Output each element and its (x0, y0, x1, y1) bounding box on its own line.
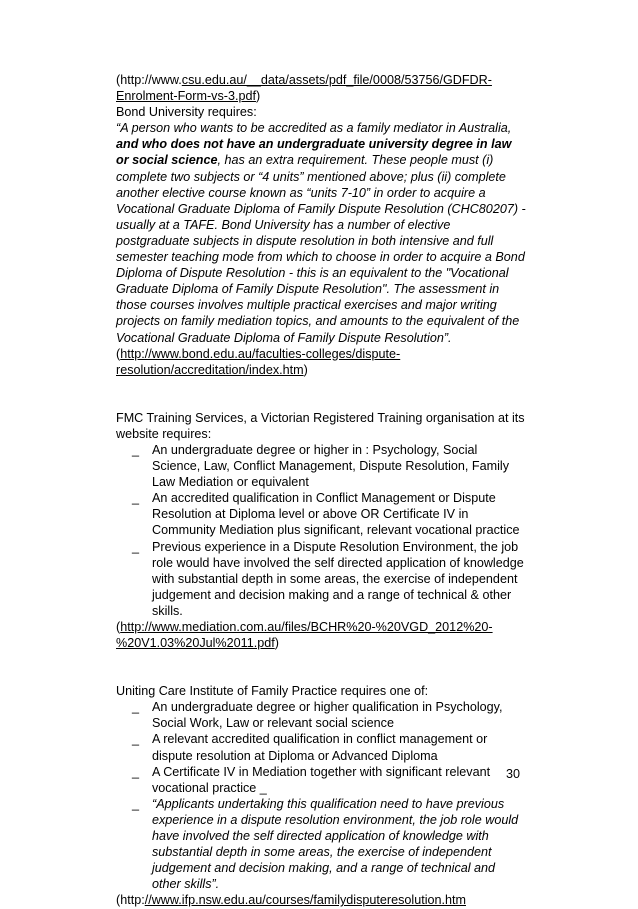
csu-url-open: ( (116, 73, 121, 87)
csu-url-close: ) (255, 89, 261, 104)
bullet-marker: _ (132, 732, 140, 747)
bond-requires-heading: Bond University requires: (116, 105, 257, 120)
bond-link-paragraph (116, 346, 526, 378)
csu-url-link[interactable]: csu.edu.au/__data/assets/pdf_file/0008/53756/GDFDR-Enrolment-Form-vs-3.pdf (116, 73, 492, 104)
bullet-marker: _ (132, 764, 140, 779)
bullet-marker: _ (132, 442, 140, 457)
uniting-link-paragraph (116, 892, 526, 908)
uniting-link-plain: (http: (116, 893, 145, 908)
list-item (116, 796, 526, 893)
bond-quote (116, 120, 526, 345)
uniting-link[interactable]: //www.ifp.nsw.edu.au/courses/familydisputeresolution.htm (144, 893, 466, 908)
list-item (116, 731, 526, 763)
page-number: 30 (506, 767, 521, 781)
list-item (116, 539, 526, 619)
uniting-intro: Uniting Care Institute of Family Practice requires one of: (116, 684, 429, 699)
list-item-quote: “Applicants undertaking this qualification need to have previous experience in a dispute resolution environment, the job role would have involved the self directed application of knowledge with substantial depth in some areas, the exercise of independent judgement and decision making, and a range of technical and other skills”. (152, 796, 519, 892)
fmc-intro: FMC Training Services, a Victorian Registered Training organisation at its website requires: (116, 410, 525, 441)
list-item-text: A relevant accredited qualification in conflict management or dispute resolution at Diploma or Advanced Diploma (152, 732, 488, 763)
bullet-marker: _ (132, 700, 140, 715)
page-content (116, 72, 526, 909)
list-item-text: An accredited qualification in Conflict Management or Dispute Resolution at Diploma level or above OR Certificate IV in Community Mediation plus significant, relevant vocational practice (152, 491, 520, 538)
bond-quote-bold: and who does not have an undergraduate university degree in law or social science (116, 137, 512, 168)
fmc-requirements-list (116, 442, 526, 619)
bullet-marker: _ (132, 796, 140, 811)
bullet-marker: _ (132, 539, 140, 554)
fmc-link-open: ( (116, 620, 121, 634)
list-item (116, 764, 526, 796)
csu-url-paragraph (116, 72, 526, 104)
list-item-text: A Certificate IV in Mediation together with significant relevant vocational practice _ (152, 764, 491, 795)
uniting-requirements-list (116, 699, 526, 892)
bond-quote-start: “A person who wants to be accredited as a family mediator in Australia, (116, 121, 512, 136)
bond-link-close: ) (303, 362, 308, 377)
fmc-link-paragraph (116, 619, 526, 651)
list-item-text: An undergraduate degree or higher in : Psychology, Social Science, Law, Conflict Management, Dispute Resolution, Family Law Mediation or equivalent (152, 442, 509, 490)
fmc-link-close: ) (274, 636, 279, 651)
list-item-text: An undergraduate degree or higher qualification in Psychology, Social Work, Law or relevant social science (152, 700, 503, 731)
bond-link[interactable]: http://www.bond.edu.au/faculties-colleges/dispute-resolution/accreditation/index.htm (116, 346, 401, 377)
bullet-marker: _ (132, 491, 140, 506)
list-item-text: Previous experience in a Dispute Resolution Environment, the job role would have involved the self directed application of knowledge with substantial depth in some areas, the exercise of independent judgement and decision making and a range of technical & other skills. (152, 539, 524, 618)
section-gap (116, 651, 526, 683)
section-gap (116, 378, 526, 410)
list-item (116, 442, 526, 490)
bond-quote-rest: , has an extra requirement. These people must (i) complete two subjects or “4 units” mentioned above; plus (ii) complete another elective course known as “units 7-10” in order to acquire a Vocational Graduate Diploma of Family Dispute Resolution (CHC80207) - usually at a TAFE. Bond University has a number of elective postgraduate subjects in dispute resolution in both intensive and full semester teaching mode from which to choose in order to acquire a Bond Diploma of Dispute Resolution - this is an equivalent to the "Vocational Graduate Diploma of Family Dispute Resolution". The assessment in those courses involves multiple practical exercises and major writing projects on family mediation topics, and amounts to the equivalent of the Vocational Graduate Diploma of Family Dispute Resolution”. (116, 153, 526, 345)
fmc-link[interactable]: http://www.mediation.com.au/files/BCHR%20-%20VGD_2012%20-%20V1.03%20Jul%2011.pdf (116, 620, 493, 651)
csu-url-plain: http://www. (120, 73, 182, 87)
bond-link-open: ( (116, 346, 121, 361)
list-item (116, 699, 526, 731)
list-item (116, 490, 526, 538)
